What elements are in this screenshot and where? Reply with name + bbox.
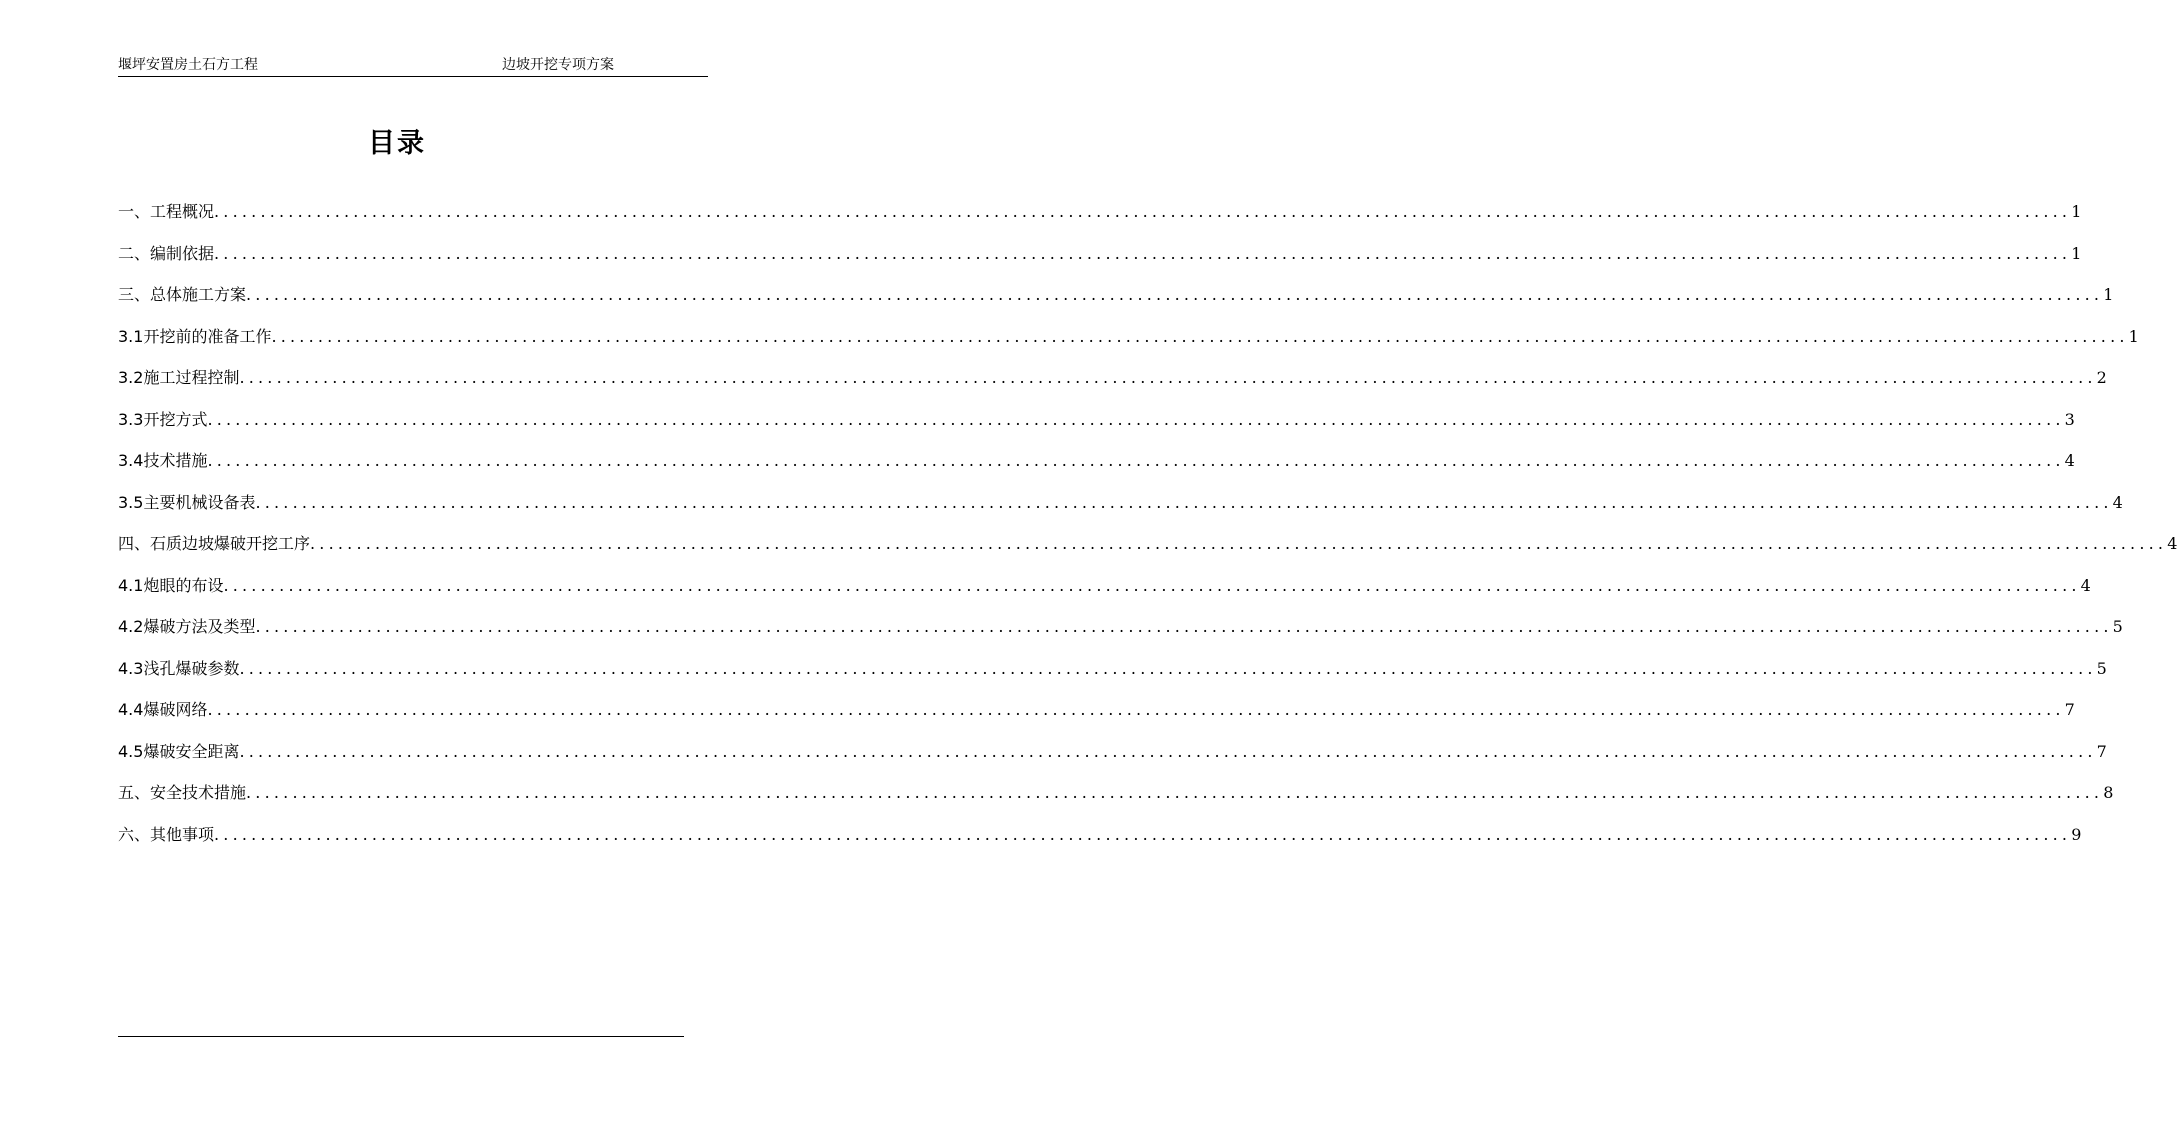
toc-entry-title: 3.3开挖方式 — [118, 409, 208, 429]
header-document-name: 边坡开挖专项方案 — [502, 57, 614, 73]
toc-entry-title: 4.1炮眼的布设 — [118, 575, 224, 595]
toc-entry[interactable] — [118, 408, 2075, 450]
footer-divider — [118, 1036, 684, 1037]
toc-page-number: 5 — [2112, 617, 2123, 636]
toc-entry[interactable] — [118, 698, 2075, 740]
toc-dot-leader: ........................................................................................................................................................................................................ — [207, 409, 2065, 429]
toc-entry-title: 4.4爆破网络 — [118, 700, 208, 719]
toc-entry-title: 六、其他事项 — [118, 824, 215, 844]
toc-dot-leader: ........................................................................................................................................................................................................ — [239, 368, 2097, 387]
toc-page-number: 4 — [2064, 451, 2075, 470]
toc-entry-title: 三、总体施工方案 — [118, 285, 247, 304]
toc-dot-leader: ........................................................................................................................................................................................................ — [255, 617, 2113, 636]
toc-page-number: 2 — [2096, 368, 2107, 387]
toc-entry-title: 五、安全技术措施 — [118, 783, 247, 802]
toc-page-number: 3 — [2064, 409, 2075, 429]
toc-entry[interactable] — [118, 574, 2091, 616]
toc-entry[interactable] — [118, 283, 2114, 325]
toc-dot-leader: ........................................................................................................................................................................................................ — [239, 658, 2097, 678]
toc-dot-leader: ........................................................................................................................................................................................................ — [223, 575, 2081, 595]
toc-page-number: 7 — [2096, 741, 2107, 761]
toc-entry[interactable] — [118, 532, 2177, 574]
toc-dot-leader: ........................................................................................................................................................................................................ — [246, 285, 2104, 304]
toc-entry[interactable] — [118, 823, 2082, 865]
toc-entry[interactable] — [118, 657, 2107, 699]
toc-entry-title: 3.1开挖前的准备工作 — [118, 326, 272, 346]
toc-entry-title: 4.3浅孔爆破参数 — [118, 658, 240, 678]
page-title: 目录 — [368, 128, 426, 159]
toc-entry-title: 一、工程概况 — [118, 202, 215, 221]
toc-dot-leader: ........................................................................................................................................................................................................ — [310, 534, 2168, 553]
toc-entry[interactable] — [118, 242, 2082, 284]
toc-dot-leader: ........................................................................................................................................................................................................ — [207, 700, 2065, 719]
toc-entry[interactable] — [118, 781, 2114, 823]
page-header — [118, 56, 708, 77]
header-project-name: 堰坪安置房土石方工程 — [118, 57, 258, 73]
toc-page-number: 1 — [2071, 243, 2082, 263]
toc-dot-leader: ........................................................................................................................................................................................................ — [255, 492, 2113, 512]
toc-entry-title: 3.5主要机械设备表 — [118, 492, 256, 512]
toc-entry-title: 3.4技术措施 — [118, 451, 208, 470]
toc-entry[interactable] — [118, 740, 2107, 782]
toc-page-number: 1 — [2103, 285, 2114, 304]
toc-page-number: 7 — [2064, 700, 2075, 719]
toc-entry-title: 二、编制依据 — [118, 243, 215, 263]
toc-entry-title: 四、石质边坡爆破开挖工序 — [118, 534, 311, 553]
toc-page-number: 9 — [2071, 824, 2082, 844]
toc-entry-title: 3.2施工过程控制 — [118, 368, 240, 387]
toc-page-number: 1 — [2071, 202, 2082, 221]
toc-dot-leader: ........................................................................................................................................................................................................ — [214, 243, 2072, 263]
table-of-contents — [118, 200, 2177, 864]
toc-page-number: 4 — [2080, 575, 2091, 595]
toc-entry[interactable] — [118, 615, 2123, 657]
toc-entry[interactable] — [118, 325, 2139, 367]
toc-page-number: 8 — [2103, 783, 2114, 802]
toc-entry[interactable] — [118, 200, 2082, 242]
toc-entry[interactable] — [118, 491, 2123, 533]
toc-page-number: 1 — [2128, 326, 2139, 346]
toc-entry[interactable] — [118, 366, 2107, 408]
toc-dot-leader: ........................................................................................................................................................................................................ — [239, 741, 2097, 761]
toc-dot-leader: ........................................................................................................................................................................................................ — [214, 202, 2072, 221]
toc-dot-leader: ........................................................................................................................................................................................................ — [246, 783, 2104, 802]
toc-dot-leader: ........................................................................................................................................................................................................ — [214, 824, 2072, 844]
toc-dot-leader: ........................................................................................................................................................................................................ — [207, 451, 2065, 470]
toc-entry-title: 4.2爆破方法及类型 — [118, 617, 256, 636]
toc-entry-title: 4.5爆破安全距离 — [118, 741, 240, 761]
toc-page-number: 4 — [2167, 534, 2177, 553]
toc-page-number: 5 — [2096, 658, 2107, 678]
toc-page-number: 4 — [2112, 492, 2123, 512]
toc-entry[interactable] — [118, 449, 2075, 491]
toc-dot-leader: ........................................................................................................................................................................................................ — [271, 326, 2129, 346]
